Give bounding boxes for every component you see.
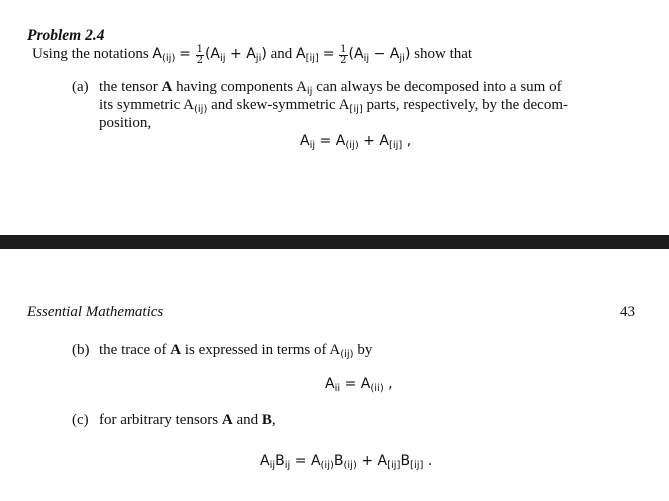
skew-def-lhs: $A_{[ij]}$ (296, 46, 319, 64)
part-a-line-2: its symmetric $A_{(ij)}$ and skew-symmetric $A_{[ij]}$ parts, respectively, by the decom- (99, 97, 568, 115)
part-a-line-1: the tensor A having components $A_{ij}$ can always be decomposed into a sum of (99, 79, 562, 97)
double-contraction-equation: $A_{ij}B_{ij} = A_{(ij)}B_{(ij)} + A_{[ij]}B_{[ij]}$ . (260, 453, 433, 471)
bottom-page-fragment (0, 249, 669, 501)
tensor-a-bold: A (161, 79, 173, 95)
equals-sign: = (322, 46, 335, 62)
page-separator-bar (0, 235, 669, 249)
part-a-line-3: position, (99, 115, 152, 131)
statement-and: and (270, 46, 293, 62)
equals-sign: = (179, 46, 191, 62)
statement-tail: show that (414, 46, 473, 62)
decomposition-equation: $A_{ij} = A_{(ij)} + A_{[ij]}$ , (300, 133, 412, 151)
skew-def-rhs: $(A_{ij} - A_{ji})$ (348, 46, 411, 64)
trace-equation: $A_{ii} = A_{(ii)}$ , (325, 376, 393, 394)
one-half-fraction: $\frac{1}{2}$ (340, 44, 347, 66)
tensor-a-bold: A (170, 342, 182, 358)
part-c-text: for arbitrary tensors A and B, (99, 412, 276, 428)
part-b-label: (b) (72, 342, 90, 358)
tensor-b-bold: B (261, 412, 272, 428)
top-page-fragment (0, 0, 669, 235)
running-head: Essential Mathematics (27, 304, 164, 320)
sym-def-lhs: $A_{(ij)}$ (152, 46, 176, 64)
problem-statement (32, 45, 472, 66)
part-b-text: the trace of A is expressed in terms of $A_{(ij)}$ by (99, 342, 373, 360)
one-half-fraction: $\frac{1}{2}$ (196, 44, 203, 66)
sym-def-rhs: $(A_{ij} + A_{ji})$ (204, 46, 267, 64)
problem-title: Problem 2.4 (27, 27, 105, 44)
part-c-label: (c) (72, 412, 89, 428)
page-number: 43 (620, 304, 635, 320)
statement-intro: Using the notations (32, 46, 149, 62)
tensor-a-bold: A (221, 412, 233, 428)
part-a-label: (a) (72, 79, 89, 95)
